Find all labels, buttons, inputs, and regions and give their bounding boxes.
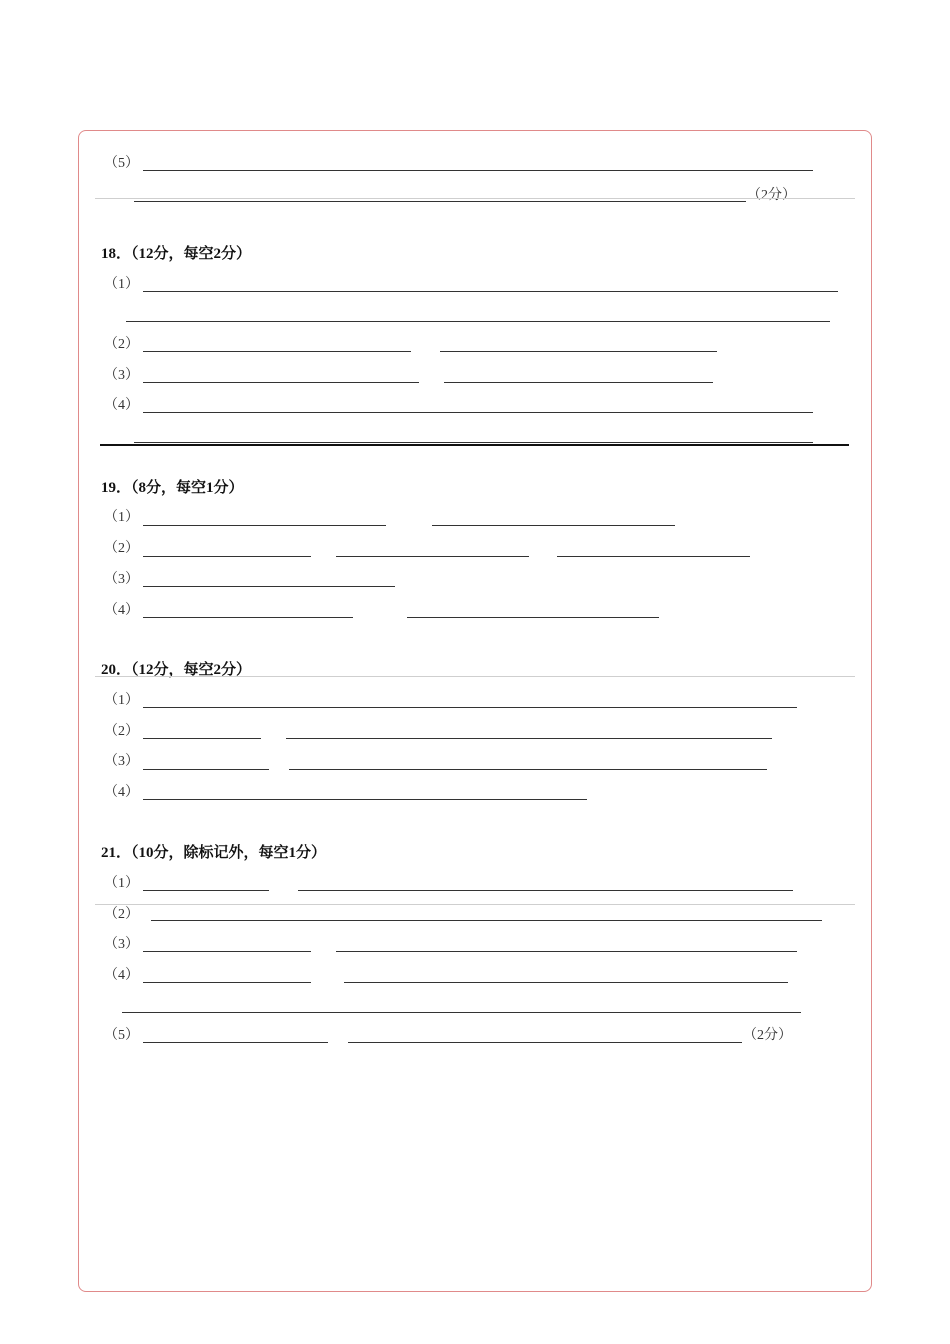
q18-item-1-label: （1） (104, 277, 139, 292)
q21-item-5-blank-1[interactable] (143, 1042, 328, 1043)
q19-item-1-blank-1[interactable] (143, 525, 386, 526)
q21-item-4-label: （4） (104, 968, 139, 983)
q18-item-2-blank-1[interactable] (143, 351, 411, 352)
section-divider (100, 444, 849, 446)
q21-item-5-label: （5） (104, 1028, 139, 1043)
q18-item-1-blank-2[interactable] (126, 321, 830, 322)
q21-item-1-blank-1[interactable] (143, 890, 269, 891)
q19-item-2-label: （2） (104, 541, 139, 556)
q20-item-2-blank-1[interactable] (143, 738, 261, 739)
q21-item-3-blank-1[interactable] (143, 951, 311, 952)
q21-item-3-label: （3） (104, 937, 139, 952)
q18-item-4-blank-2[interactable] (134, 442, 813, 443)
q17-item-5-blank-1[interactable] (143, 170, 813, 171)
q20-item-1-label: （1） (104, 693, 139, 708)
q20-item-3-blank-1[interactable] (143, 769, 269, 770)
q20-item-4-blank-1[interactable] (143, 799, 587, 800)
q18-title: 18．（12分，每空2分） (101, 246, 252, 262)
q21-item-4-blank-2[interactable] (344, 982, 788, 983)
q20-item-2-label: （2） (104, 724, 139, 739)
q18-item-2-blank-2[interactable] (440, 351, 717, 352)
q18-item-3-label: （3） (104, 368, 139, 383)
q21-item-4-blank-3[interactable] (122, 1012, 801, 1013)
q19-item-2-blank-2[interactable] (336, 556, 529, 557)
q19-item-3-label: （3） (104, 572, 139, 587)
divider-line (95, 198, 855, 199)
q21-item-2-blank-1[interactable] (151, 920, 822, 921)
q20-item-4-label: （4） (104, 785, 139, 800)
q17-item-5-blank-2[interactable] (134, 201, 746, 202)
q18-item-3-blank-1[interactable] (143, 382, 419, 383)
q19-item-4-blank-1[interactable] (143, 617, 353, 618)
q20-item-1-blank-1[interactable] (143, 707, 797, 708)
q19-item-1-blank-2[interactable] (432, 525, 675, 526)
answer-frame (78, 130, 872, 1292)
divider-line (95, 676, 855, 677)
q19-item-4-label: （4） (104, 603, 139, 618)
q19-item-3-blank-1[interactable] (143, 586, 395, 587)
q21-score-note: （2分） (743, 1028, 792, 1043)
q19-title: 19．（8分，每空1分） (101, 480, 244, 496)
q17-score-note: （2分） (747, 188, 796, 203)
q20-title: 20．（12分，每空2分） (101, 662, 252, 678)
q19-item-4-blank-2[interactable] (407, 617, 659, 618)
divider-line (95, 904, 855, 905)
q19-item-2-blank-3[interactable] (557, 556, 750, 557)
q21-item-5-blank-2[interactable] (348, 1042, 742, 1043)
q21-item-1-label: （1） (104, 876, 139, 891)
q21-title: 21．（10分，除标记外，每空1分） (101, 845, 327, 861)
q19-item-1-label: （1） (104, 510, 139, 525)
q21-item-4-blank-1[interactable] (143, 982, 311, 983)
q18-item-3-blank-2[interactable] (444, 382, 713, 383)
q21-item-1-blank-2[interactable] (298, 890, 793, 891)
q21-item-2-label: （2） (104, 907, 139, 922)
q18-item-4-label: （4） (104, 398, 139, 413)
q21-item-3-blank-2[interactable] (336, 951, 797, 952)
q18-item-2-label: （2） (104, 337, 139, 352)
q19-item-2-blank-1[interactable] (143, 556, 311, 557)
q20-item-2-blank-2[interactable] (286, 738, 772, 739)
q20-item-3-label: （3） (104, 754, 139, 769)
q17-item-5-label: （5） (104, 156, 139, 171)
q20-item-3-blank-2[interactable] (289, 769, 767, 770)
q18-item-4-blank-1[interactable] (143, 412, 813, 413)
q18-item-1-blank-1[interactable] (143, 291, 838, 292)
